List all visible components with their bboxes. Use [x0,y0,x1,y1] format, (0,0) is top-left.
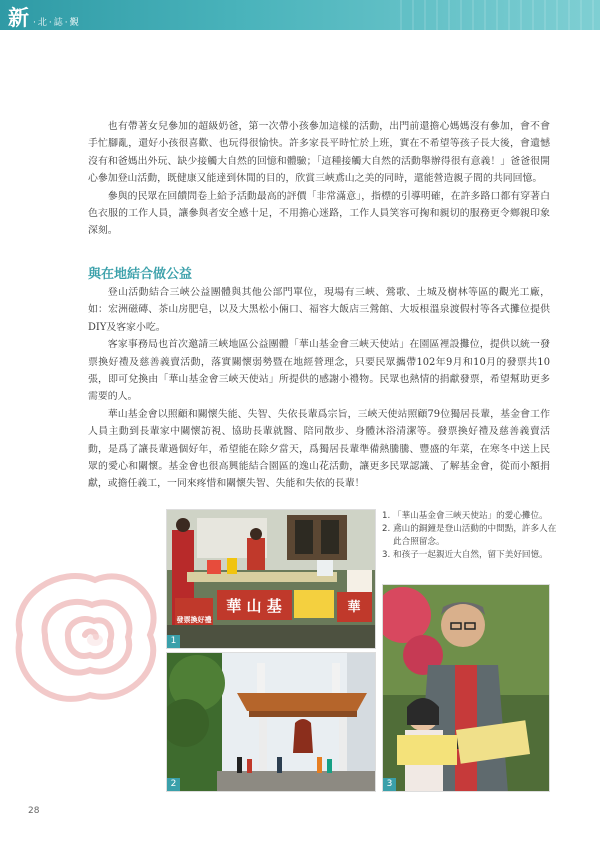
caption-item-1 [382,510,562,523]
photo-number-1: 1 [167,635,180,648]
photo-captions [382,510,562,562]
magazine-title-rest: ·北·誌·覲 [33,18,81,28]
photo-number-2: 2 [167,778,180,791]
magazine-title [8,2,81,28]
caption-item-2 [382,523,562,548]
section-paragraph-3: 華山基金會以照顧和關懷失能、失智、失依長輩爲宗旨，三峽天使站照顧79位獨居長輩，基金會工作人員主動到長輩家中關懷訪視、協助長輩就醫、陪同散步、身體沐浴清潔等。發票換好禮及慈善義賣活動，是爲了讓長輩過個好年，希望能在除夕當天，爲獨居長輩準備熱騰騰、豐盛的年菜，在寒冬中送上民眾的愛心和關懷。基金會也很高興能結合園區的逸山花活動，讓更多民眾認識、了解基金會，從而小額捐獻，或擔任義工，一同來疼惜和關懷失智、失能和失依的長輩！ [88,408,550,490]
section-paragraph-2: 客家事務局也首次邀請三峽地區公益團體「華山基金會三峽天使站」在園區裡設攤位，提供以統一發票換好禮及慈善義賣活動，落實關懷弱勢暨在地經營理念，只要民眾攜帶102年9月和10月的發票共10張，即可兌換由「華山基金會三峽天使站」所提供的感謝小禮物。民眾也熱情的捐獻發票，希望幫助更多需要的人。 [88,339,550,403]
booth-banner-text-2: 華 [347,600,361,615]
magazine-title-main: 新 [8,6,30,30]
intro-paragraph-2: 參與的民眾在回饋問卷上給予活動最高的評價「非常滿意」，指標的引導明確，在許多路口都有穿著白色衣服的工作人員，讓參與者安全感十足，不用擔心迷路，工作人員笑容可掬和親切的服務更令鄉親印象深刻。 [88,190,550,237]
caption-number: 3. [382,549,391,560]
section-heading: 與在地結合做公益 [88,267,193,282]
caption-text: 「華山基金會三峽天使站」的愛心攤位。 [393,511,548,521]
pavilion-illustration [167,653,376,792]
caption-number: 1. [382,511,391,521]
intro-text [88,118,550,240]
header-bar [0,0,600,30]
photo-bell-pavilion [166,652,376,792]
rose-decoration [0,555,170,715]
header-stripe-decoration [390,0,600,30]
caption-item-3 [382,549,562,562]
father-child-illustration [383,585,550,792]
booth-sign-text: 發票換好禮 [176,616,212,624]
caption-number: 2. [382,524,391,535]
page-number: 28 [28,806,40,816]
section-paragraph-1: 登山活動結合三峽公益團體與其他公部門單位，現場有三峽、鶯歌、土城及樹林等區的觀光工廠，如：宏洲磁磚、茶山房肥皂，以及大黑松小倆口、福容大飯店三鶯館、大坂根溫泉渡假村等各式攤位提供DIY及客家小吃。 [88,287,550,333]
caption-text: 和孩子一起親近大自然，留下美好回憶。 [393,549,548,560]
caption-text: 鳶山的銅鐘是登山活動的中間點，許多人在此合照留念。 [393,524,557,547]
booth-banner-text: 華 山 基 [226,597,282,615]
intro-paragraph-1: 也有帶著女兒參加的超級奶爸，第一次帶小孩參加這樣的活動，出門前還擔心媽媽沒有參加，會不會手忙腳亂，還好小孩很喜歡、也玩得很愉快。許多家長平時忙於上班，實在不希望等孩子長大後，會遺憾沒有和爸媽出外玩、缺少接觸大自然的回憶和體驗；「這種接觸大自然的活動舉辦得很有意義！」爸爸很開心參加登山活動，既健康又能達到休閒的目的，欣賞三峽鳶山之美的同時，還能營造親子間的共同回憶。 [88,121,550,185]
section-text [88,284,550,493]
booth-illustration [167,510,376,649]
photo-booth [166,509,376,649]
photo-number-3: 3 [383,778,396,791]
photo-father-child [382,584,550,792]
